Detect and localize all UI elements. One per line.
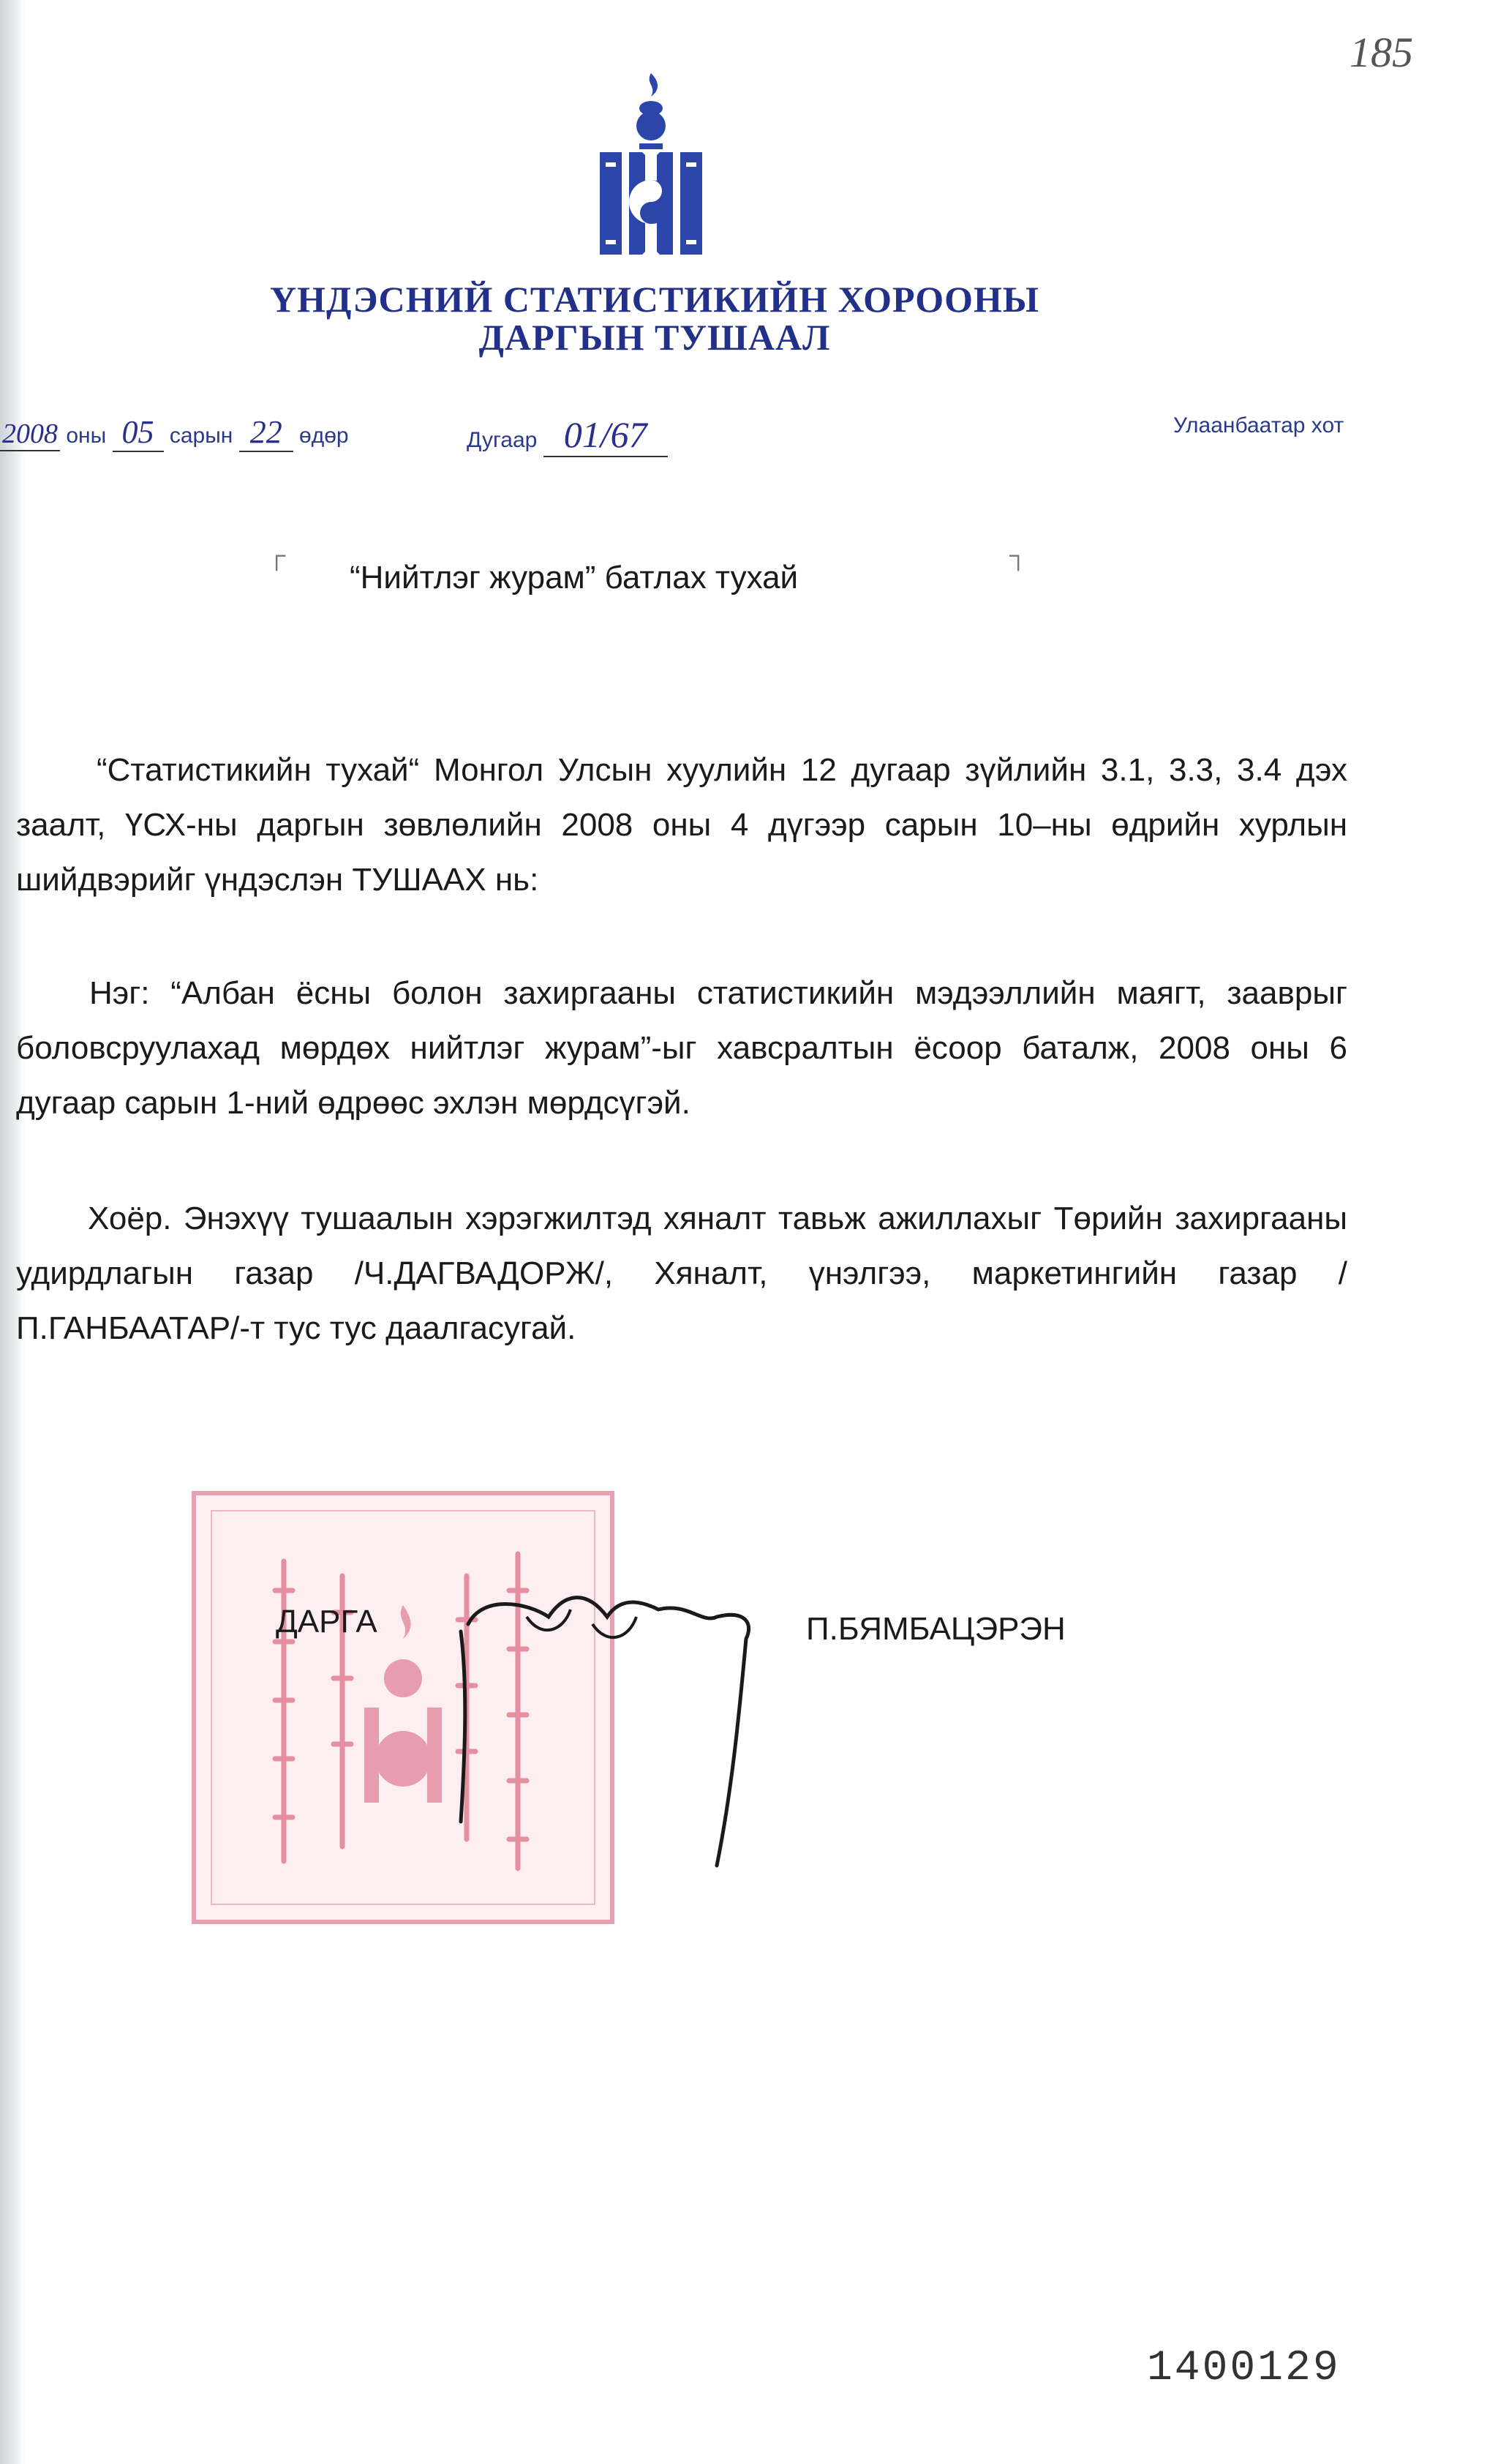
handwritten-signature-icon	[439, 1573, 761, 1880]
signatory-name: П.БЯМБАЦЭРЭН	[806, 1611, 1066, 1647]
paragraph-preamble: “Статистикийн тухай“ Монгол Улсын хуулийн 12 дугаар зүйлийн 3.1, 3.3, 3.4 дэх заалт, ҮСХ-ны даргын зөвлөлийн 2008 оны 4 дүгээр сарын 10–ны өдрийн хурлын шийдвэрийг үндэслэн ТУШААХ нь:	[16, 752, 1347, 898]
org-title-line1: ҮНДЭСНИЙ СТАТИСТИКИЙН ХОРООНЫ	[269, 279, 1040, 320]
paragraph-item-two: Хоёр. Энэхүү тушаалын хэрэгжилтэд хяналт тавьж ажиллахыг Төрийн захиргааны удирдлагын газар /Ч.ДАГВАДОРЖ/, Хяналт, үнэлгээ, маркетингийн газар /П.ГАНБААТАР/-т тус тус даалгасугай.	[16, 1201, 1347, 1346]
order-number: 01/67	[543, 413, 668, 457]
city: Улаанбаатар хот	[1173, 413, 1344, 437]
signatory-title: ДАРГА	[276, 1604, 377, 1639]
subject-corner-right: ┐	[1009, 541, 1028, 569]
date-day: 22	[239, 413, 293, 452]
subject-title: “Нийтлэг журам” батлах тухай	[350, 560, 799, 596]
folio-number: 185	[1350, 29, 1413, 76]
subject-corner-left: ┌	[268, 541, 286, 569]
paragraph-item-one: Нэг: “Албан ёсны болон захиргааны статистикийн мэдээллийн маягт, зааврыг боловсруулахад мөрдөх нийтлэг журам”-ыг хавсралтын ёсоор баталж, 2008 оны 6 дугаар сарын 1-ний өдрөөс эхлэн мөрдсүгэй.	[16, 975, 1347, 1121]
document-serial-number: 1400129	[1147, 2345, 1341, 2392]
number-label: Дугаар	[467, 428, 538, 452]
date-month: 05	[113, 413, 164, 452]
year-label: оны	[66, 424, 107, 448]
number-line	[467, 413, 668, 457]
state-emblem-icon	[600, 73, 702, 263]
date-line	[0, 413, 349, 452]
day-label: өдөр	[299, 424, 349, 448]
date-year: 2008	[0, 418, 60, 451]
org-title-line2: ДАРГЫН ТУШААЛ	[478, 317, 831, 358]
month-label: сарын	[169, 424, 233, 448]
